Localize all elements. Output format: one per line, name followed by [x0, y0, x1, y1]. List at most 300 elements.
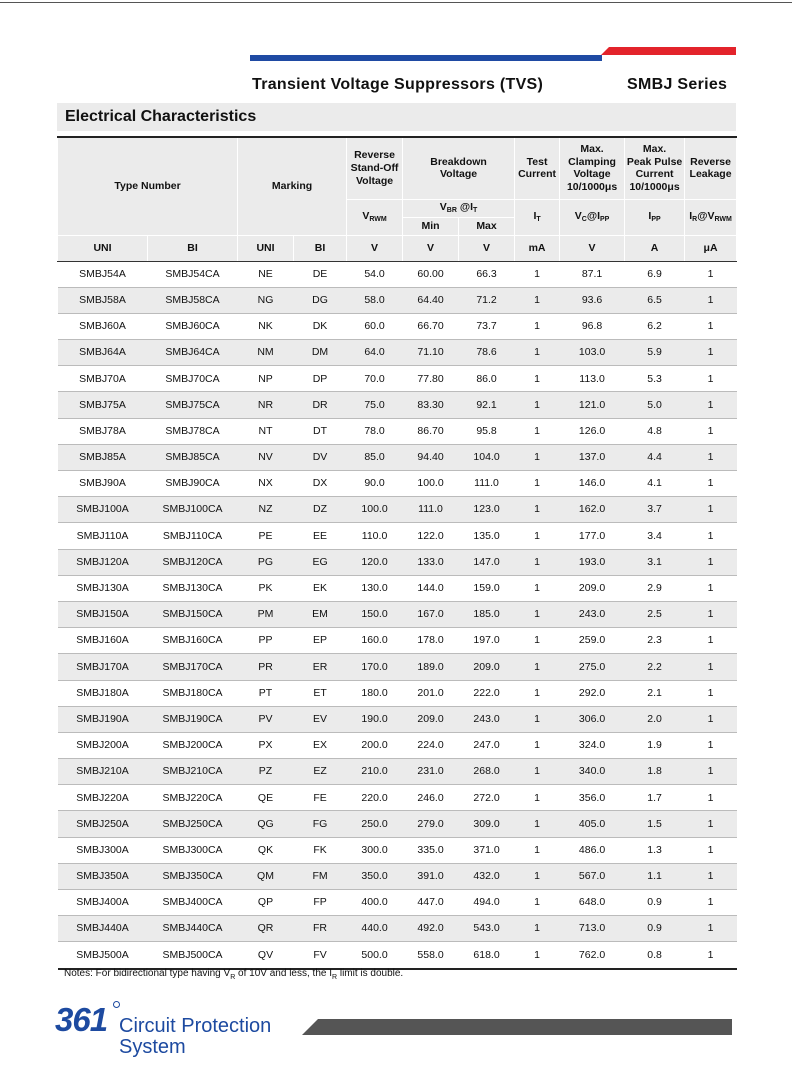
table-cell: 137.0	[560, 444, 625, 470]
table-cell: 1	[515, 575, 560, 601]
table-row	[58, 418, 737, 444]
table-cell: 1.7	[625, 785, 685, 811]
test-current-header: Test Current	[515, 137, 560, 199]
table-cell: PK	[238, 575, 294, 601]
top-rule	[0, 2, 792, 3]
type-number-header: Type Number	[58, 137, 238, 235]
unit-marking-uni: UNI	[238, 235, 294, 261]
max-header: Max	[459, 217, 515, 235]
reverse-standoff-header: Reverse Stand-Off Voltage	[347, 137, 403, 199]
table-cell: SMBJ190A	[58, 706, 148, 732]
table-cell: SMBJ200CA	[148, 732, 238, 758]
table-cell: 1	[685, 418, 737, 444]
table-cell: 73.7	[459, 313, 515, 339]
table-row	[58, 706, 737, 732]
table-row	[58, 732, 737, 758]
table-row	[58, 601, 737, 627]
table-row	[58, 313, 737, 339]
table-cell: 2.0	[625, 706, 685, 732]
unit-it: mA	[515, 235, 560, 261]
table-cell: SMBJ170CA	[148, 654, 238, 680]
table-cell: 93.6	[560, 287, 625, 313]
table-cell: 1.9	[625, 732, 685, 758]
table-cell: DK	[294, 313, 347, 339]
table-cell: EX	[294, 732, 347, 758]
table-cell: 243.0	[560, 601, 625, 627]
table-cell: 1	[515, 287, 560, 313]
table-cell: 1	[515, 680, 560, 706]
table-cell: 85.0	[347, 444, 403, 470]
table-cell: 1	[685, 313, 737, 339]
table-cell: 94.40	[403, 444, 459, 470]
logo-degree-mark	[113, 1001, 120, 1008]
table-cell: 2.5	[625, 601, 685, 627]
table-cell: EM	[294, 601, 347, 627]
table-cell: QK	[238, 837, 294, 863]
table-cell: 5.0	[625, 392, 685, 418]
table-cell: SMBJ54A	[58, 261, 148, 287]
table-cell: DM	[294, 340, 347, 366]
table-cell: 250.0	[347, 811, 403, 837]
table-cell: 1	[685, 392, 737, 418]
table-cell: PZ	[238, 759, 294, 785]
table-cell: 1	[685, 366, 737, 392]
table-cell: EV	[294, 706, 347, 732]
table-cell: 150.0	[347, 601, 403, 627]
table-cell: 201.0	[403, 680, 459, 706]
table-cell: 162.0	[560, 497, 625, 523]
table-cell: 231.0	[403, 759, 459, 785]
table-cell: SMBJ300A	[58, 837, 148, 863]
section-title: Electrical Characteristics	[65, 108, 257, 125]
table-cell: 1	[685, 654, 737, 680]
table-cell: NV	[238, 444, 294, 470]
table-cell: 275.0	[560, 654, 625, 680]
table-cell: SMBJ400CA	[148, 890, 238, 916]
logo-line-2: System	[119, 1036, 186, 1058]
table-cell: 1	[685, 863, 737, 889]
table-cell: PG	[238, 549, 294, 575]
table-cell: 103.0	[560, 340, 625, 366]
table-cell: 54.0	[347, 261, 403, 287]
logo-line-1: Circuit Protection	[119, 1015, 272, 1037]
table-cell: 178.0	[403, 628, 459, 654]
table-cell: 272.0	[459, 785, 515, 811]
table-cell: 1	[515, 837, 560, 863]
table-cell: 1	[515, 261, 560, 287]
table-cell: SMBJ70CA	[148, 366, 238, 392]
table-cell: SMBJ350CA	[148, 863, 238, 889]
table-cell: 210.0	[347, 759, 403, 785]
table-cell: 4.8	[625, 418, 685, 444]
table-cell: 224.0	[403, 732, 459, 758]
table-row	[58, 811, 737, 837]
unit-bi: BI	[148, 235, 238, 261]
table-row	[58, 785, 737, 811]
table-cell: SMBJ160A	[58, 628, 148, 654]
table-cell: SMBJ150A	[58, 601, 148, 627]
table-cell: SMBJ120A	[58, 549, 148, 575]
table-cell: 197.0	[459, 628, 515, 654]
table-cell: 70.0	[347, 366, 403, 392]
table-cell: 2.9	[625, 575, 685, 601]
table-cell: 122.0	[403, 523, 459, 549]
table-cell: 492.0	[403, 916, 459, 942]
table-cell: 1	[685, 785, 737, 811]
table-cell: DR	[294, 392, 347, 418]
table-cell: NT	[238, 418, 294, 444]
unit-ir: μA	[685, 235, 737, 261]
table-cell: 247.0	[459, 732, 515, 758]
table-cell: EZ	[294, 759, 347, 785]
table-cell: EP	[294, 628, 347, 654]
table-cell: QP	[238, 890, 294, 916]
table-cell: 1	[685, 680, 737, 706]
table-cell: SMBJ85A	[58, 444, 148, 470]
table-cell: 1	[515, 497, 560, 523]
table-row	[58, 261, 737, 287]
vc-symbol: $V_C@I_{PP}$	[560, 199, 625, 235]
table-cell: 1	[685, 287, 737, 313]
table-cell: PP	[238, 628, 294, 654]
table-cell: SMBJ78CA	[148, 418, 238, 444]
table-cell: 86.70	[403, 418, 459, 444]
table-cell: 177.0	[560, 523, 625, 549]
reverse-leakage-header: Reverse Leakage	[685, 137, 737, 199]
table-cell: 371.0	[459, 837, 515, 863]
table-cell: 268.0	[459, 759, 515, 785]
table-row	[58, 837, 737, 863]
table-cell: 1	[515, 654, 560, 680]
table-cell: 1	[515, 313, 560, 339]
table-cell: SMBJ75A	[58, 392, 148, 418]
table-cell: 1	[685, 523, 737, 549]
table-cell: 95.8	[459, 418, 515, 444]
table-cell: 3.4	[625, 523, 685, 549]
table-cell: 713.0	[560, 916, 625, 942]
table-cell: QG	[238, 811, 294, 837]
table-cell: 1	[685, 340, 737, 366]
table-cell: QV	[238, 942, 294, 969]
table-cell: 209.0	[403, 706, 459, 732]
table-cell: 762.0	[560, 942, 625, 969]
table-cell: SMBJ440CA	[148, 916, 238, 942]
table-cell: SMBJ300CA	[148, 837, 238, 863]
table-cell: 0.9	[625, 916, 685, 942]
table-cell: NK	[238, 313, 294, 339]
table-cell: 335.0	[403, 837, 459, 863]
table-cell: 2.1	[625, 680, 685, 706]
table-cell: 1	[685, 575, 737, 601]
table-cell: 1	[515, 706, 560, 732]
unit-vrwm: V	[347, 235, 403, 261]
table-cell: PM	[238, 601, 294, 627]
table-row	[58, 863, 737, 889]
table-cell: 87.1	[560, 261, 625, 287]
unit-vbr-min: V	[403, 235, 459, 261]
table-cell: 405.0	[560, 811, 625, 837]
table-cell: 4.1	[625, 471, 685, 497]
table-cell: 1	[685, 261, 737, 287]
table-cell: 432.0	[459, 863, 515, 889]
table-cell: 440.0	[347, 916, 403, 942]
table-cell: PT	[238, 680, 294, 706]
table-cell: SMBJ78A	[58, 418, 148, 444]
table-cell: 279.0	[403, 811, 459, 837]
table-cell: NG	[238, 287, 294, 313]
table-cell: SMBJ500CA	[148, 942, 238, 969]
table-cell: 222.0	[459, 680, 515, 706]
unit-ipp: A	[625, 235, 685, 261]
table-cell: 4.4	[625, 444, 685, 470]
table-cell: SMBJ170A	[58, 654, 148, 680]
table-cell: PE	[238, 523, 294, 549]
table-cell: 121.0	[560, 392, 625, 418]
table-cell: 350.0	[347, 863, 403, 889]
table-cell: 120.0	[347, 549, 403, 575]
table-cell: 133.0	[403, 549, 459, 575]
table-cell: SMBJ60A	[58, 313, 148, 339]
table-cell: SMBJ90A	[58, 471, 148, 497]
table-cell: SMBJ58A	[58, 287, 148, 313]
table-row	[58, 497, 737, 523]
table-cell: 5.3	[625, 366, 685, 392]
table-cell: 309.0	[459, 811, 515, 837]
table-cell: 356.0	[560, 785, 625, 811]
table-cell: 2.3	[625, 628, 685, 654]
table-cell: 1	[515, 392, 560, 418]
table-cell: 3.7	[625, 497, 685, 523]
table-cell: SMBJ75CA	[148, 392, 238, 418]
table-row	[58, 523, 737, 549]
table-row	[58, 471, 737, 497]
table-cell: PX	[238, 732, 294, 758]
table-cell: 1	[515, 471, 560, 497]
table-cell: 147.0	[459, 549, 515, 575]
table-cell: SMBJ400A	[58, 890, 148, 916]
table-cell: 92.1	[459, 392, 515, 418]
table-cell: 193.0	[560, 549, 625, 575]
table-cell: 60.0	[347, 313, 403, 339]
it-symbol: $I_T$	[515, 199, 560, 235]
table-cell: 64.40	[403, 287, 459, 313]
table-cell: SMBJ220CA	[148, 785, 238, 811]
table-cell: 1	[515, 863, 560, 889]
table-cell: 648.0	[560, 890, 625, 916]
table-cell: 391.0	[403, 863, 459, 889]
table-cell: SMBJ130CA	[148, 575, 238, 601]
table-cell: 1	[685, 628, 737, 654]
table-cell: 1	[685, 837, 737, 863]
table-cell: 486.0	[560, 837, 625, 863]
logo-number: 361	[55, 1001, 108, 1038]
table-cell: 1	[685, 471, 737, 497]
table-cell: 5.9	[625, 340, 685, 366]
table-cell: 1	[515, 523, 560, 549]
table-row	[58, 392, 737, 418]
table-cell: 1	[685, 601, 737, 627]
table-cell: SMBJ100A	[58, 497, 148, 523]
ir-symbol: $I_R@V_{RWM}$	[685, 199, 737, 235]
table-body	[58, 261, 737, 969]
table-cell: EK	[294, 575, 347, 601]
table-row	[58, 654, 737, 680]
table-cell: SMBJ500A	[58, 942, 148, 969]
breakdown-voltage-header: Breakdown Voltage	[403, 137, 515, 199]
table-cell: SMBJ90CA	[148, 471, 238, 497]
table-row	[58, 366, 737, 392]
table-cell: 75.0	[347, 392, 403, 418]
table-cell: 86.0	[459, 366, 515, 392]
table-cell: 1	[685, 706, 737, 732]
table-cell: 246.0	[403, 785, 459, 811]
table-cell: SMBJ64A	[58, 340, 148, 366]
unit-marking-bi: BI	[294, 235, 347, 261]
table-cell: DZ	[294, 497, 347, 523]
table-cell: 160.0	[347, 628, 403, 654]
table-cell: 1	[515, 811, 560, 837]
table-cell: 2.2	[625, 654, 685, 680]
table-cell: 100.0	[347, 497, 403, 523]
table-cell: 1	[515, 366, 560, 392]
table-cell: NE	[238, 261, 294, 287]
table-cell: 0.8	[625, 942, 685, 969]
table-cell: QR	[238, 916, 294, 942]
table-cell: DT	[294, 418, 347, 444]
table-cell: SMBJ130A	[58, 575, 148, 601]
table-cell: FR	[294, 916, 347, 942]
table-cell: 111.0	[403, 497, 459, 523]
table-cell: 123.0	[459, 497, 515, 523]
table-cell: 111.0	[459, 471, 515, 497]
table-cell: 1	[685, 444, 737, 470]
table-cell: 1.1	[625, 863, 685, 889]
table-cell: NZ	[238, 497, 294, 523]
table-cell: 558.0	[403, 942, 459, 969]
electrical-characteristics-table	[57, 136, 737, 970]
table-cell: SMBJ250CA	[148, 811, 238, 837]
table-cell: DX	[294, 471, 347, 497]
table-cell: 324.0	[560, 732, 625, 758]
table-cell: PR	[238, 654, 294, 680]
table-cell: SMBJ60CA	[148, 313, 238, 339]
table-cell: 1.3	[625, 837, 685, 863]
table-cell: NM	[238, 340, 294, 366]
table-cell: DG	[294, 287, 347, 313]
table-cell: 77.80	[403, 366, 459, 392]
table-row	[58, 759, 737, 785]
table-cell: EG	[294, 549, 347, 575]
min-header: Min	[403, 217, 459, 235]
table-cell: 1.5	[625, 811, 685, 837]
table-cell: 243.0	[459, 706, 515, 732]
table-cell: 100.0	[403, 471, 459, 497]
table-cell: 494.0	[459, 890, 515, 916]
table-row	[58, 575, 737, 601]
table-cell: DP	[294, 366, 347, 392]
table-cell: NR	[238, 392, 294, 418]
table-cell: 104.0	[459, 444, 515, 470]
table-cell: FP	[294, 890, 347, 916]
table-cell: 6.9	[625, 261, 685, 287]
table-cell: 618.0	[459, 942, 515, 969]
table-cell: 220.0	[347, 785, 403, 811]
table-cell: 340.0	[560, 759, 625, 785]
table-cell: 96.8	[560, 313, 625, 339]
table-cell: 1	[515, 340, 560, 366]
table-cell: 1	[515, 916, 560, 942]
table-row	[58, 628, 737, 654]
table-cell: NX	[238, 471, 294, 497]
table-cell: SMBJ160CA	[148, 628, 238, 654]
table-cell: 113.0	[560, 366, 625, 392]
table-cell: 567.0	[560, 863, 625, 889]
table-cell: SMBJ350A	[58, 863, 148, 889]
table-cell: SMBJ210CA	[148, 759, 238, 785]
table-cell: 1	[685, 811, 737, 837]
table-cell: PV	[238, 706, 294, 732]
table-cell: SMBJ85CA	[148, 444, 238, 470]
header-red-bar	[601, 47, 736, 55]
table-cell: 167.0	[403, 601, 459, 627]
table-cell: 64.0	[347, 340, 403, 366]
table-cell: DE	[294, 261, 347, 287]
table-cell: 185.0	[459, 601, 515, 627]
notes: Notes: For bidirectional type having $V_R$ of 10V and less, the $I_R$ limit is double.	[64, 968, 404, 981]
table-cell: 130.0	[347, 575, 403, 601]
table-cell: 146.0	[560, 471, 625, 497]
table-cell: 1	[515, 785, 560, 811]
table-cell: FG	[294, 811, 347, 837]
table-cell: SMBJ58CA	[148, 287, 238, 313]
table-cell: 0.9	[625, 890, 685, 916]
table-row	[58, 287, 737, 313]
table-cell: 3.1	[625, 549, 685, 575]
table-cell: 60.00	[403, 261, 459, 287]
table-cell: SMBJ110A	[58, 523, 148, 549]
table-cell: QE	[238, 785, 294, 811]
table-cell: 1	[515, 759, 560, 785]
table-row	[58, 340, 737, 366]
table-cell: 1.8	[625, 759, 685, 785]
section-header	[57, 103, 736, 131]
table-cell: 1	[685, 549, 737, 575]
table-cell: SMBJ70A	[58, 366, 148, 392]
table-cell: SMBJ210A	[58, 759, 148, 785]
table-cell: 1	[515, 418, 560, 444]
table-cell: 6.2	[625, 313, 685, 339]
table-cell: 1	[685, 732, 737, 758]
table-cell: 447.0	[403, 890, 459, 916]
table-cell: DV	[294, 444, 347, 470]
table-cell: SMBJ54CA	[148, 261, 238, 287]
table-cell: EE	[294, 523, 347, 549]
clamping-voltage-header: Max. Clamping Voltage 10/1000μs	[560, 137, 625, 199]
table-cell: 90.0	[347, 471, 403, 497]
table-cell: 1	[515, 628, 560, 654]
series-name: SMBJ Series	[627, 76, 728, 93]
table-cell: 126.0	[560, 418, 625, 444]
table-cell: 209.0	[560, 575, 625, 601]
table-cell: FV	[294, 942, 347, 969]
table-row	[58, 549, 737, 575]
table-cell: FK	[294, 837, 347, 863]
table-cell: SMBJ220A	[58, 785, 148, 811]
unit-vbr-max: V	[459, 235, 515, 261]
table-row	[58, 680, 737, 706]
table-cell: 1	[515, 942, 560, 969]
table-cell: 1	[685, 890, 737, 916]
